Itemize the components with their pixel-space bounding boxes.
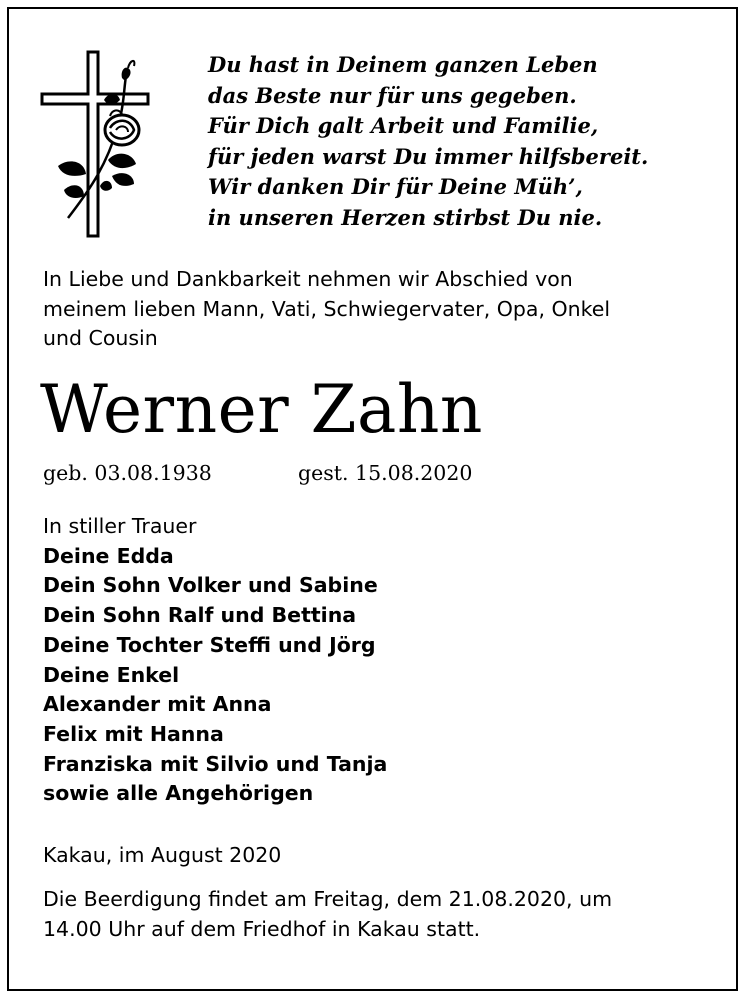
poem-line: das Beste nur für uns gegeben. [208, 82, 577, 108]
poem-line: Wir danken Dir für Deine Müh’, [208, 174, 583, 199]
mourner-line: Felix mit Hanna [43, 721, 224, 746]
mourner-line: Franziska mit Silvio und Tanja [43, 751, 388, 776]
intro-line: In Liebe und Dankbarkeit nehmen wir Abschied von [43, 267, 573, 291]
mourner-line: Alexander mit Anna [43, 692, 272, 717]
mourner-line: Dein Sohn Ralf und Bettina [43, 603, 357, 628]
birth-date: geb. 03.08.1938 [43, 461, 212, 485]
funeral-line: 14.00 Uhr auf dem Friedhof in Kakau statt. [43, 917, 481, 941]
deceased-name: Werner Zahn [40, 371, 483, 448]
poem-line: in unseren Herzen stirbst Du nie. [208, 204, 603, 230]
poem-line: Du hast in Deinem ganzen Leben [208, 52, 598, 77]
funeral-line: Die Beerdigung findet am Freitag, dem 21.08.2020, um [43, 887, 613, 911]
mourner-line: Deine Tochter Steffi und Jörg [43, 632, 376, 657]
funeral-notice [43, 884, 703, 944]
mourner-line: Dein Sohn Volker und Sabine [43, 573, 378, 598]
poem-line: für jeden warst Du immer hilfsbereit. [208, 143, 649, 169]
mourner-line: sowie alle Angehörigen [43, 781, 314, 806]
intro-line: meinem lieben Mann, Vati, Schwiegervater, Opa, Onkel [43, 296, 611, 321]
intro-text [43, 265, 703, 354]
poem [208, 50, 648, 233]
mourners-list [43, 512, 387, 809]
death-date: gest. 15.08.2020 [298, 461, 473, 485]
cross-with-rose-icon [38, 48, 158, 240]
place-and-date: Kakau, im August 2020 [43, 843, 282, 867]
mourning-intro: In stiller Trauer [43, 514, 197, 538]
intro-line: und Cousin [43, 326, 158, 350]
mourner-line: Deine Enkel [43, 662, 180, 687]
mourner-line: Deine Edda [43, 543, 174, 568]
poem-line: Für Dich galt Arbeit und Familie, [208, 113, 599, 138]
